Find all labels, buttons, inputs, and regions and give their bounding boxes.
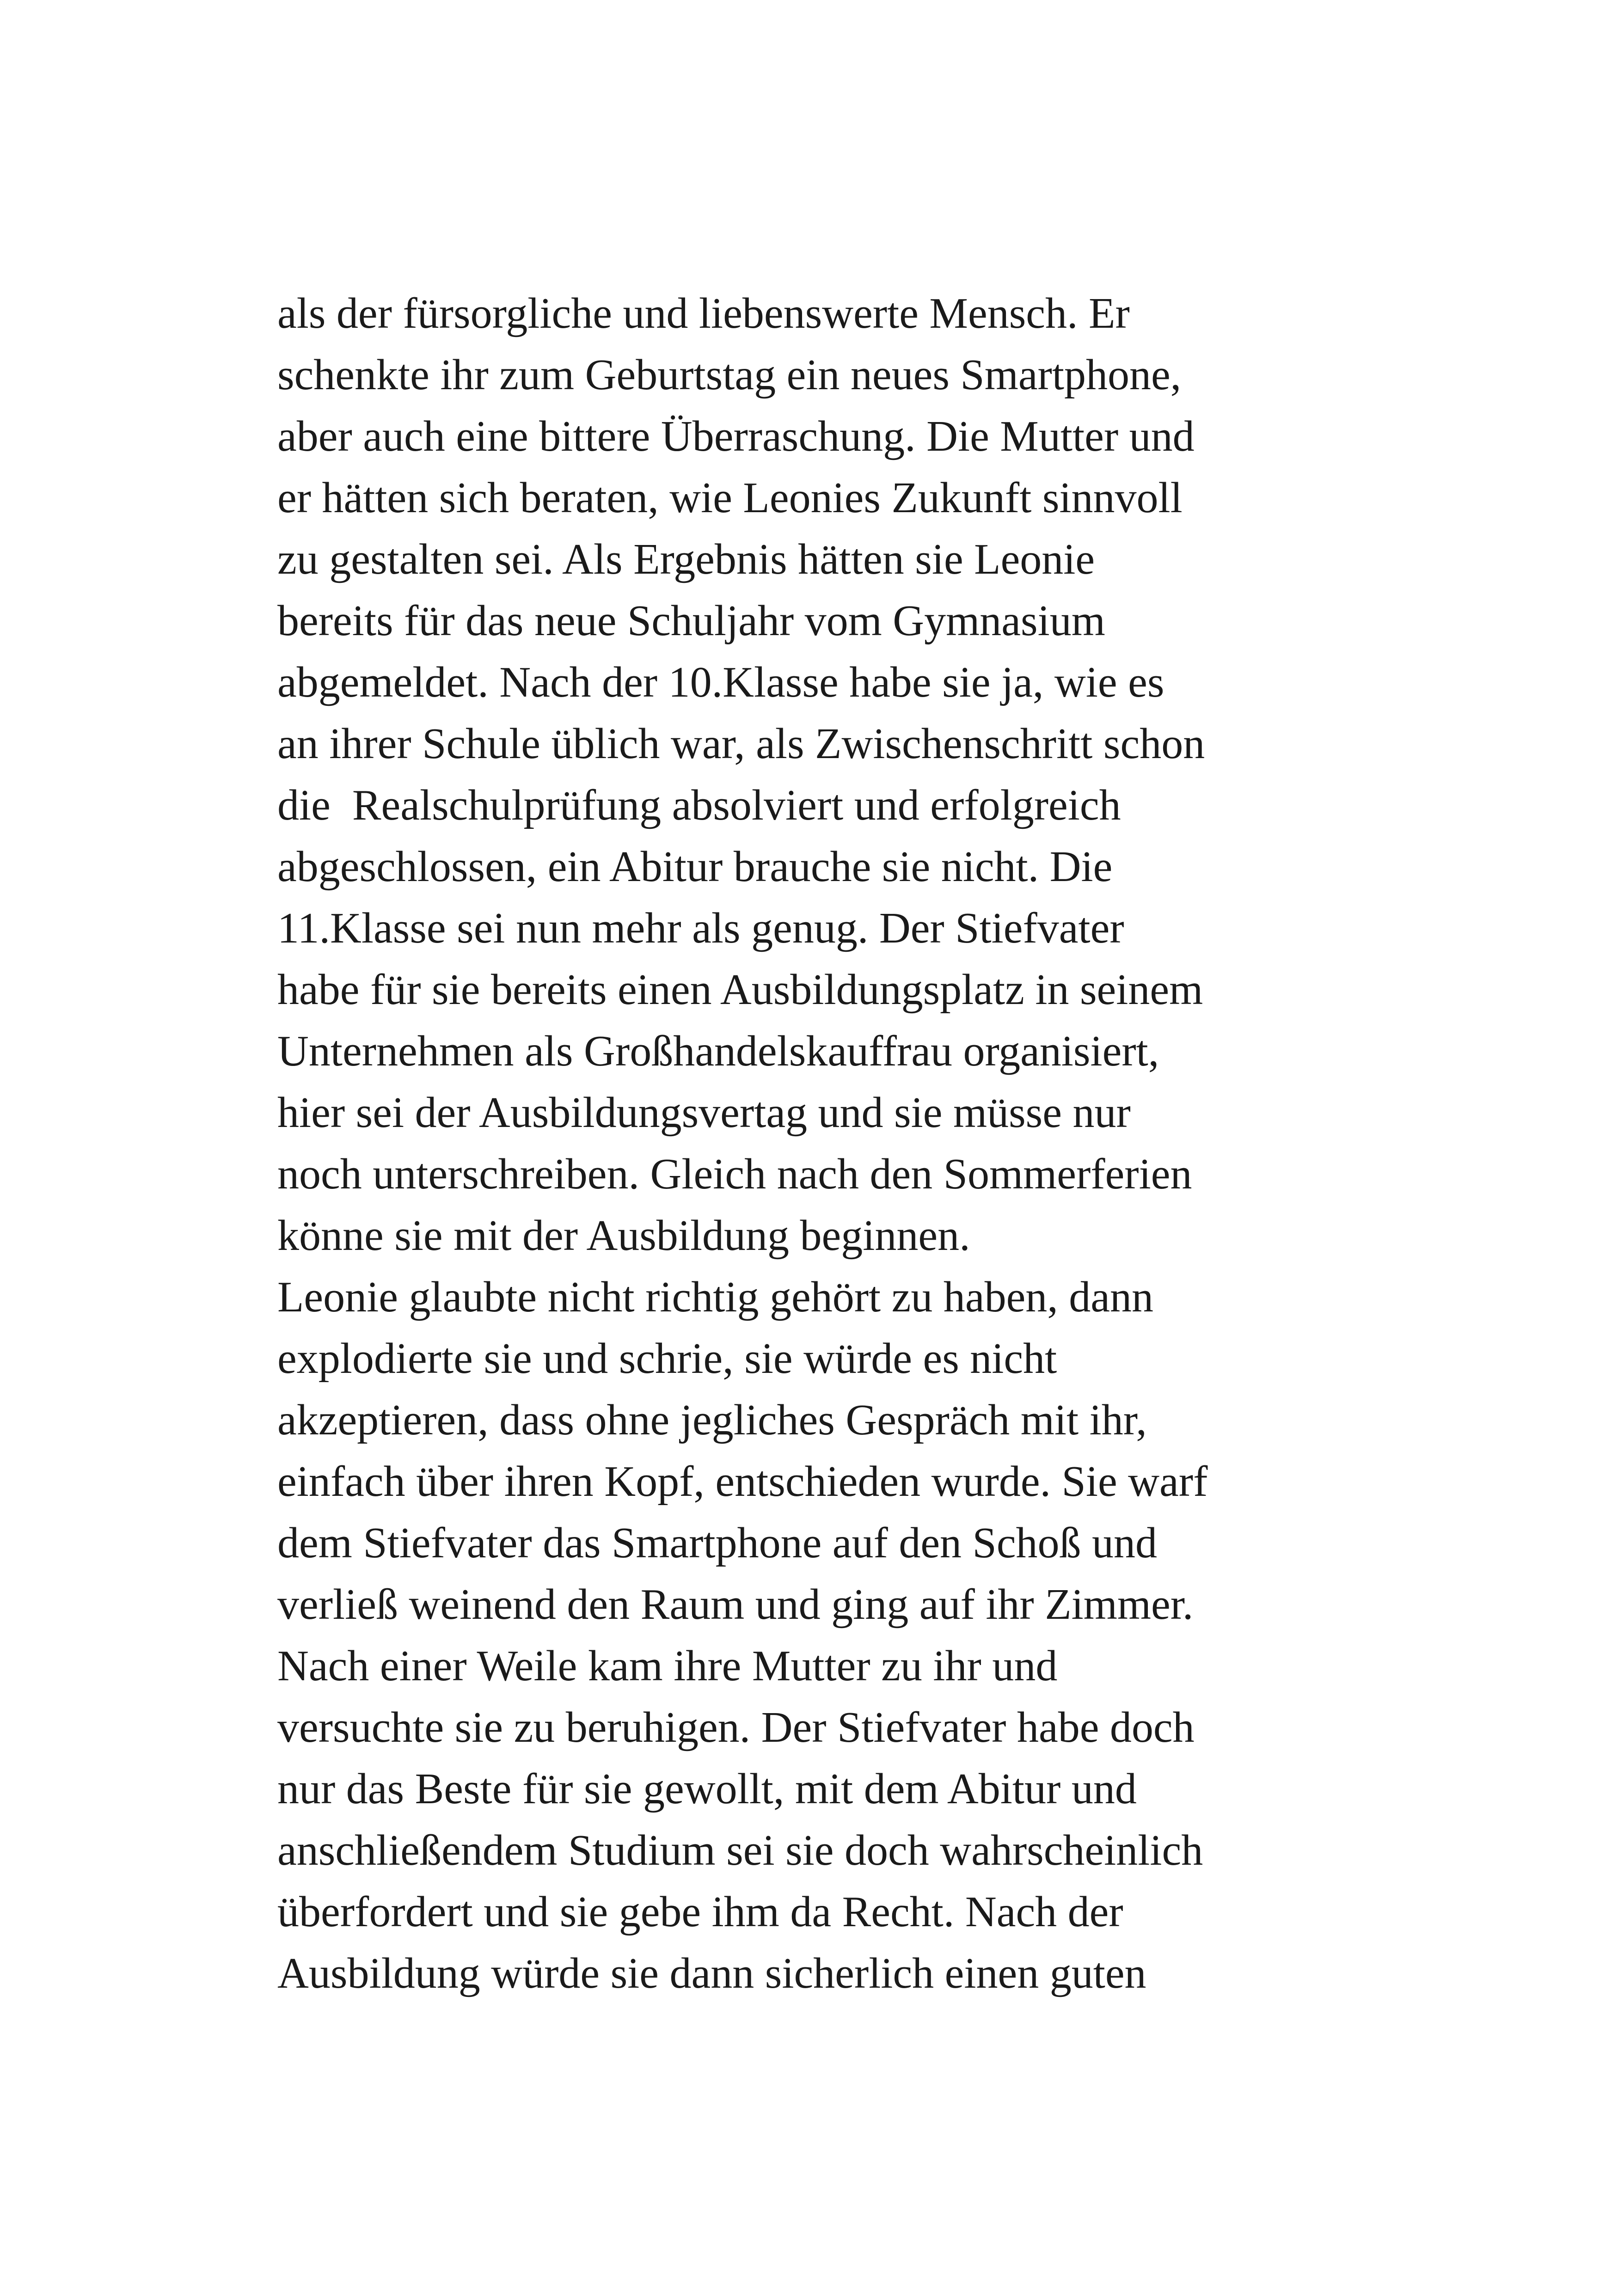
- text-line: zu gestalten sei. Als Ergebnis hätten sie Leonie: [277, 535, 1095, 583]
- text-line: als der fürsorgliche und liebenswerte Mensch. Er: [277, 289, 1130, 337]
- text-line: versuchte sie zu beruhigen. Der Stiefvater habe doch: [277, 1703, 1195, 1751]
- text-line: er hätten sich beraten, wie Leonies Zukunft sinnvoll: [277, 474, 1183, 522]
- text-line: anschließendem Studium sei sie doch wahrscheinlich: [277, 1826, 1203, 1874]
- text-line: hier sei der Ausbildungsvertag und sie müsse nur: [277, 1089, 1131, 1137]
- text-line: Ausbildung würde sie dann sicherlich einen guten: [277, 1949, 1146, 1997]
- text-line: überfordert und sie gebe ihm da Recht. Nach der: [277, 1888, 1123, 1936]
- text-line: könne sie mit der Ausbildung beginnen.: [277, 1212, 970, 1260]
- text-line: akzeptieren, dass ohne jegliches Gespräch mit ihr,: [277, 1396, 1147, 1444]
- text-line: abgeschlossen, ein Abitur brauche sie nicht. Die: [277, 843, 1113, 891]
- text-line: schenkte ihr zum Geburtstag ein neues Smartphone,: [277, 351, 1182, 399]
- text-line: aber auch eine bittere Überraschung. Die Mutter und: [277, 412, 1195, 460]
- text-line: bereits für das neue Schuljahr vom Gymnasium: [277, 597, 1105, 645]
- text-line: Leonie glaubte nicht richtig gehört zu haben, dann: [277, 1273, 1154, 1321]
- text-line: an ihrer Schule üblich war, als Zwischenschritt schon: [277, 720, 1205, 768]
- text-line: verließ weinend den Raum und ging auf ihr Zimmer.: [277, 1580, 1194, 1629]
- text-line: 11.Klasse sei nun mehr als genug. Der Stiefvater: [277, 904, 1124, 952]
- text-line: Nach einer Weile kam ihre Mutter zu ihr und: [277, 1642, 1058, 1690]
- text-line: explodierte sie und schrie, sie würde es nicht: [277, 1335, 1057, 1383]
- text-line: dem Stiefvater das Smartphone auf den Schoß und: [277, 1519, 1158, 1567]
- body-text: [277, 283, 1341, 2004]
- text-line: Unternehmen als Großhandelskauffrau organisiert,: [277, 1027, 1159, 1075]
- text-line: nur das Beste für sie gewollt, mit dem Abitur und: [277, 1765, 1137, 1813]
- text-line: habe für sie bereits einen Ausbildungsplatz in seinem: [277, 966, 1203, 1014]
- text-line: einfach über ihren Kopf, entschieden wurde. Sie warf: [277, 1457, 1208, 1506]
- text-line: noch unterschreiben. Gleich nach den Sommerferien: [277, 1150, 1192, 1198]
- text-line: abgemeldet. Nach der 10.Klasse habe sie ja, wie es: [277, 658, 1164, 706]
- text-line: die Realschulprüfung absolviert und erfolgreich: [277, 781, 1121, 829]
